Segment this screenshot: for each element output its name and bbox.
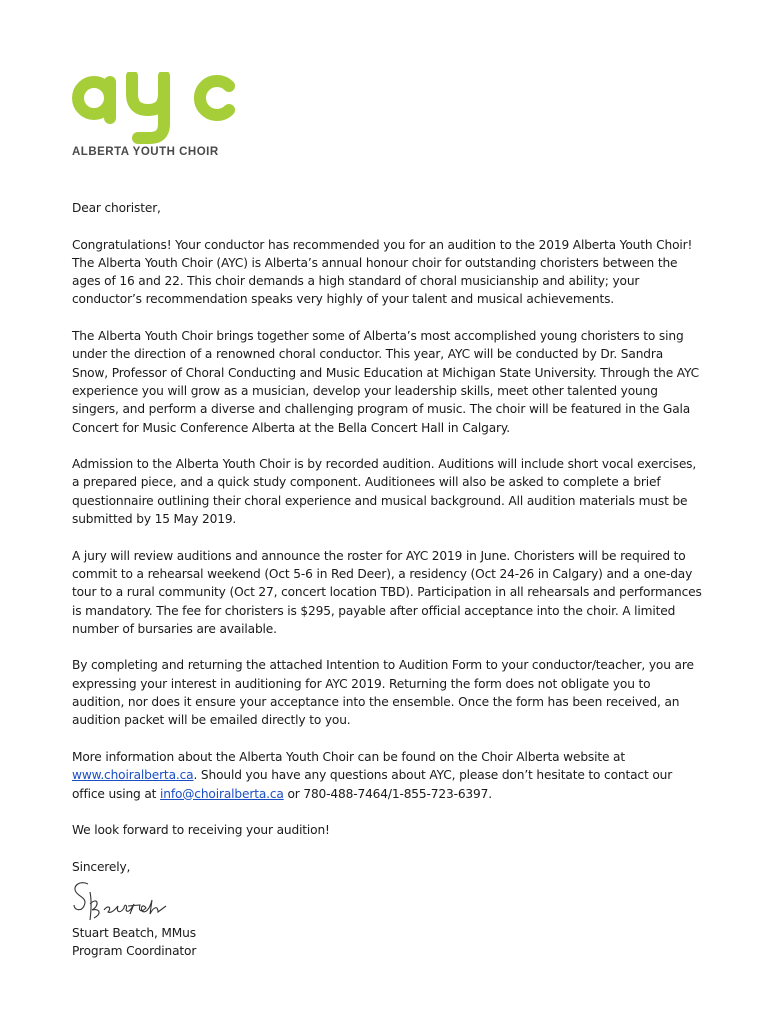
logo-subtitle: ALBERTA YOUTH CHOIR — [72, 146, 219, 158]
signer-title: Program Coordinator — [72, 944, 197, 959]
closing: Sincerely, — [72, 859, 131, 874]
paragraph-closing-line: We look forward to receiving your audition! — [72, 823, 330, 838]
more-info-text-3: or 780-488-7464/1-855-723-6397. — [283, 786, 492, 801]
letter-body — [72, 199, 702, 961]
paragraph-more-info — [72, 748, 702, 803]
signer-name: Stuart Beatch, MMus — [72, 925, 196, 940]
signature-block — [72, 924, 702, 961]
website-link[interactable]: www.choiralberta.ca — [72, 768, 194, 783]
paragraph-about-choir: The Alberta Youth Choir brings together some of Alberta’s most accomplished young choristers to sing under the direction of a renowned choral conductor. This year, AYC will be conducted by Dr. Sandra Snow, Professor of Choral Conducting and Music Education at Michigan State University. Through the AYC experience you will grow as a musician, develop your leadership skills, meet other talented young singers, and perform a diverse and challenging program of music. The choir will be featured in the Gala Concert for Music Conference Alberta at the Bella Concert Hall in Calgary. — [72, 329, 700, 435]
paragraph-admission: Admission to the Alberta Youth Choir is by recorded audition. Auditions will include short vocal exercises, a prepared piece, and a quick study component. Auditionees will also be asked to complete a brief questionnaire outlining their choral experience and musical background. All audition materials must be submitted by 15 May 2019. — [72, 457, 697, 527]
handwritten-signature — [70, 878, 182, 922]
more-info-text-1: More information about the Alberta Youth Choir can be found on the Choir Alberta website at — [72, 749, 625, 764]
paragraph-intention-form: By completing and returning the attached Intention to Audition Form to your conductor/teacher, you are expressing your interest in auditioning for AYC 2019. Returning the form does not obligate you to audition, nor does it ensure your acceptance into the ensemble. Once the form has been received, an audition packet will be emailed directly to you. — [72, 658, 694, 728]
more-info-text-2: . Should you have any questions about AYC, please don’t hesitate to contact our office using at — [72, 768, 673, 801]
salutation: Dear chorister, — [72, 201, 161, 215]
email-link[interactable]: info@choiralberta.ca — [160, 786, 284, 801]
paragraph-congratulations: Congratulations! Your conductor has recommended you for an audition to the 2019 Alberta Youth Choir! The Alberta Youth Choir (AYC) is Alberta’s annual honour choir for outstanding choristers between the ages of 16 and 22. This choir demands a high standard of choral musicianship and ability; your conductor’s recommendation speaks very highly of your talent and musical achievements. — [72, 237, 693, 307]
paragraph-jury-schedule: A jury will review auditions and announce the roster for AYC 2019 in June. Choristers will be required to commit to a rehearsal weekend (Oct 5-6 in Red Deer), a residency (Oct 24-26 in Calgary) and a one-day tour to a rural community (Oct 27, concert location TBD). Participation in all rehearsals and performances is mandatory. The fee for choristers is $295, payable after official acceptance into the choir. A limited number of bursaries are available. — [72, 548, 702, 636]
